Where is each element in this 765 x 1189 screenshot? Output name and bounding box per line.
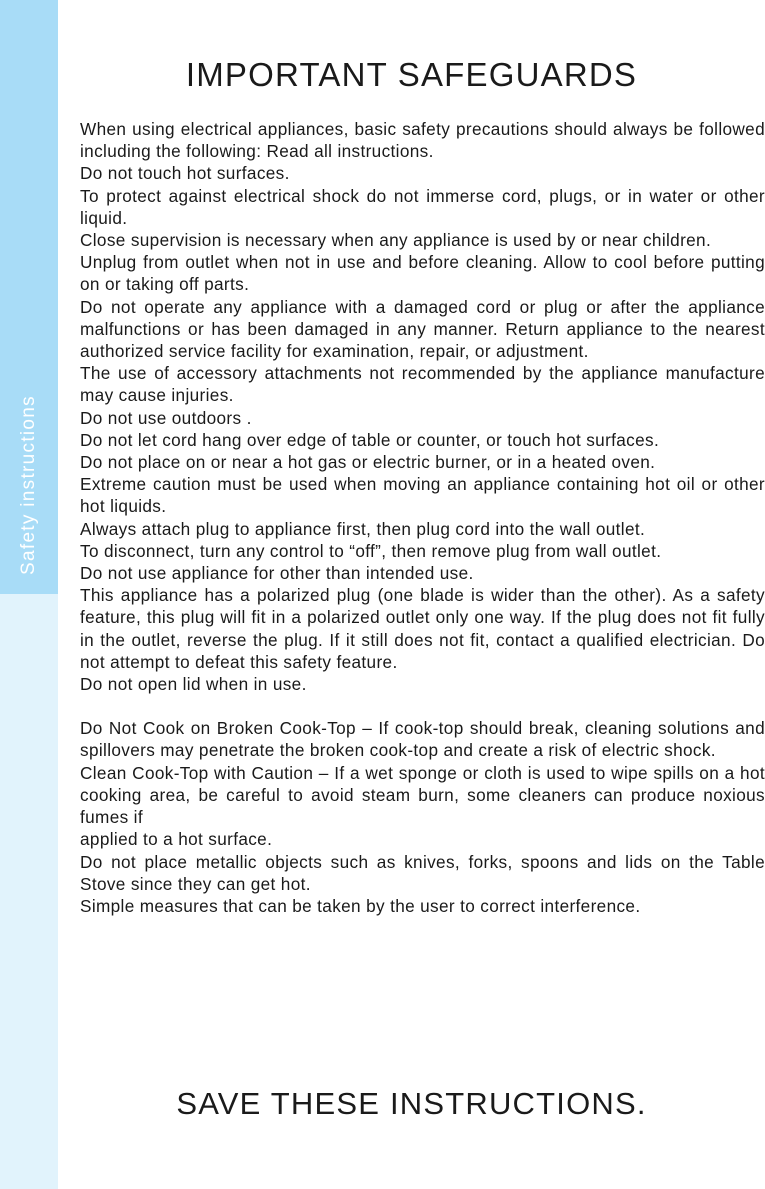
safeguard-item: Do Not Cook on Broken Cook-Top – If cook-top should break, cleaning solutions and spillovers may penetrate the broken cook-top and create a risk of electric shock.	[80, 718, 765, 761]
safeguard-item: Do not place on or near a hot gas or electric burner, or in a heated oven.	[80, 452, 656, 473]
page-title: IMPORTANT SAFEGUARDS	[185, 56, 638, 93]
sidebar-label: Safety instructions	[18, 395, 39, 575]
safeguard-item: Do not use outdoors .	[80, 407, 252, 428]
safeguard-item: Do not use appliance for other than intended use.	[80, 563, 474, 584]
safeguard-item: Simple measures that can be taken by the user to correct interference.	[80, 895, 641, 916]
sidebar-band-bottom	[0, 594, 58, 1189]
safeguard-item: To disconnect, turn any control to “off”, then remove plug from wall outlet.	[80, 540, 662, 561]
safeguard-item: Do not operate any appliance with a damaged cord or plug or after the appliance malfunctions or has been damaged in any manner. Return appliance to the nearest authorized service facility for examination, repair, or adjustment.	[80, 296, 765, 362]
safeguard-item: When using electrical appliances, basic safety precautions should always be followed including the following: Read all instructions.	[80, 119, 765, 162]
safeguard-item: To protect against electrical shock do not immerse cord, plugs, or in water or other liquid.	[80, 185, 765, 228]
safeguard-item: Do not let cord hang over edge of table or counter, or touch hot surfaces.	[80, 429, 660, 450]
safeguard-item: The use of accessory attachments not recommended by the appliance manufacture may cause injuries.	[80, 363, 765, 406]
safeguard-item: Do not place metallic objects such as knives, forks, spoons and lids on the Table Stove since they can get hot.	[80, 851, 765, 894]
safeguard-item: Always attach plug to appliance first, then plug cord into the wall outlet.	[80, 518, 646, 539]
safeguard-item: Do not touch hot surfaces.	[80, 163, 290, 184]
safeguard-item: Do not open lid when in use.	[80, 674, 307, 695]
safeguard-item: This appliance has a polarized plug (one blade is wider than the other). As a safety feature, this plug will fit in a polarized outlet only one way. If the plug does not fit fully in the outlet, reverse the plug. If it still does not fit, contact a qualified electrician. Do not attempt to defeat this safety feature.	[80, 585, 765, 672]
safeguard-item: applied to a hot surface.	[80, 829, 273, 850]
footer-heading: SAVE THESE INSTRUCTIONS.	[176, 1086, 647, 1121]
section-gap	[80, 695, 765, 717]
safeguard-item: Unplug from outlet when not in use and before cleaning. Allow to cool before putting on or taking off parts.	[80, 252, 765, 295]
safeguards-text	[80, 118, 765, 917]
safeguard-item: Close supervision is necessary when any appliance is used by or near children.	[80, 230, 712, 251]
safeguard-item: Extreme caution must be used when moving an appliance containing hot oil or other hot liquids.	[80, 474, 765, 517]
safeguard-item: Clean Cook-Top with Caution – If a wet sponge or cloth is used to wipe spills on a hot cooking area, be careful to avoid steam burn, some cleaners can produce noxious fumes if	[80, 762, 765, 828]
